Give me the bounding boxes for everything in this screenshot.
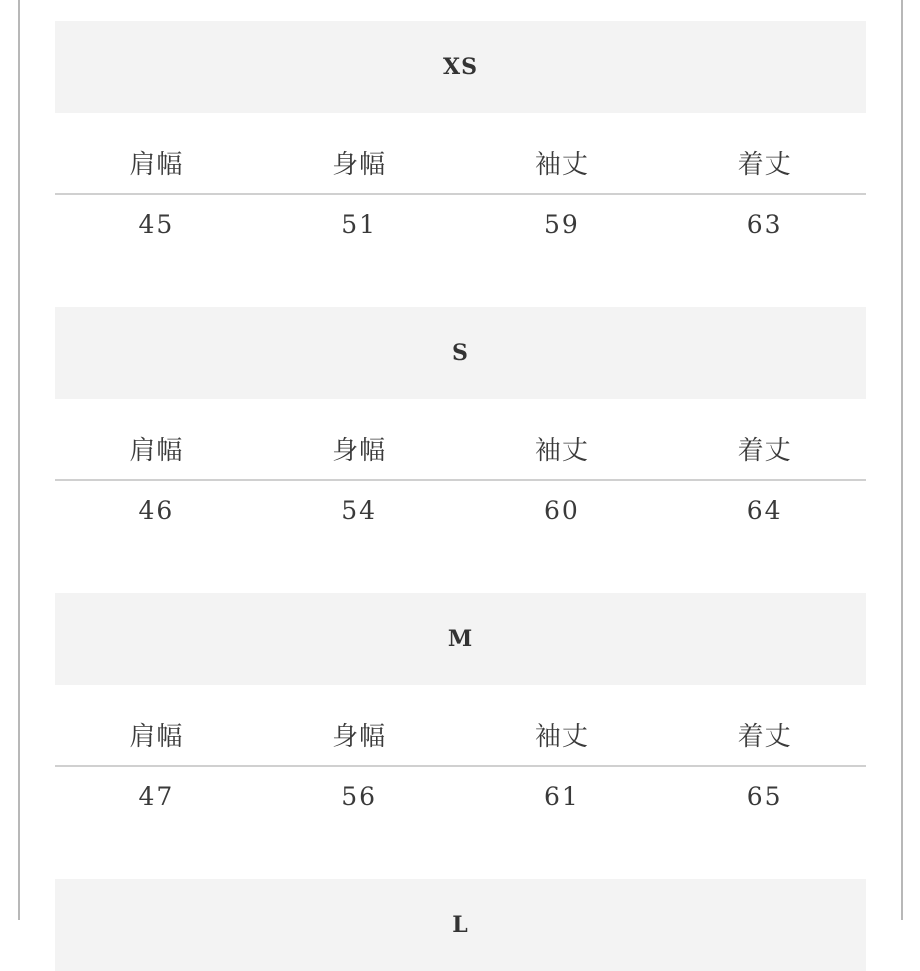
column-header-sleeve-length: 袖丈 [534,436,589,466]
column-header-sleeve-length: 袖丈 [534,722,589,752]
value-sleeve-length: 60 [543,495,580,525]
value-shoulder-width: 45 [138,209,175,239]
column-header-body-length: 着丈 [737,150,792,180]
value-sleeve-length: 59 [543,209,580,239]
value-body-width: 51 [341,209,378,239]
column-header-row [55,399,866,481]
size-table-xs [55,21,866,259]
value-body-width: 56 [341,781,378,811]
column-header-row [55,113,866,195]
column-header-body-length: 着丈 [737,722,792,752]
table-row [55,481,866,545]
column-header-body-length: 着丈 [737,436,792,466]
page-border-left [18,0,20,920]
column-header-shoulder-width: 肩幅 [129,436,184,466]
column-header-body-width: 身幅 [332,436,387,466]
size-label: S [55,307,866,399]
value-body-length: 65 [746,781,783,811]
column-header-body-width: 身幅 [332,150,387,180]
column-header-row [55,685,866,767]
column-header-body-width: 身幅 [332,722,387,752]
column-header-sleeve-length: 袖丈 [534,150,589,180]
table-row [55,767,866,831]
column-header-shoulder-width: 肩幅 [129,150,184,180]
value-body-width: 54 [341,495,378,525]
table-row [55,195,866,259]
size-table-l [55,879,866,971]
value-body-length: 63 [746,209,783,239]
size-table-m [55,593,866,831]
value-body-length: 64 [746,495,783,525]
size-label: XS [55,21,866,113]
value-sleeve-length: 61 [543,781,580,811]
value-shoulder-width: 47 [138,781,175,811]
page-border-right [901,0,903,920]
column-header-shoulder-width: 肩幅 [129,722,184,752]
size-label: M [55,593,866,685]
size-label: L [55,879,866,971]
size-table-s [55,307,866,545]
value-shoulder-width: 46 [138,495,175,525]
